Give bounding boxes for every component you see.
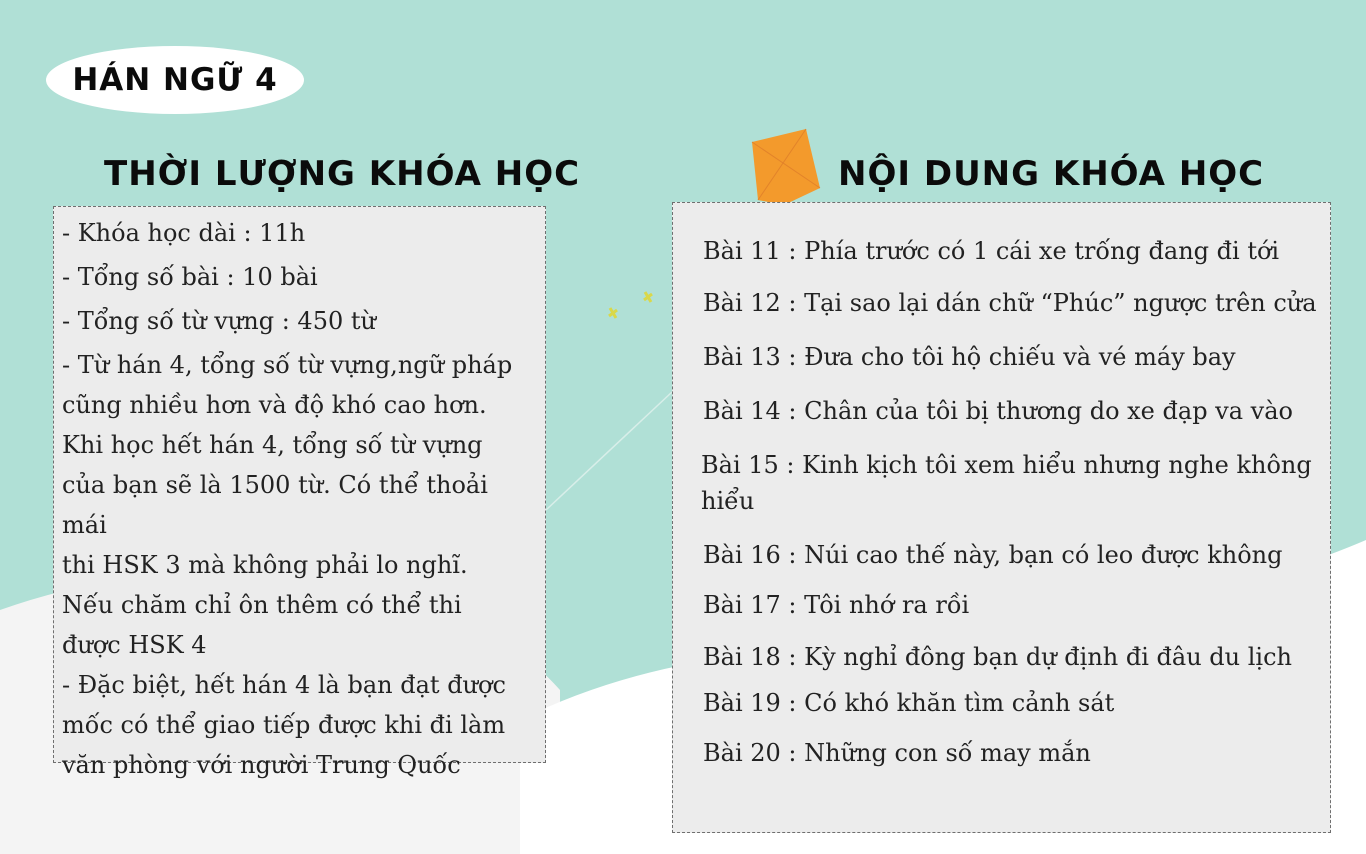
course-title-badge [46, 46, 304, 114]
duration-line: của bạn sẽ là 1500 từ. Có thể thoải mái [62, 471, 488, 539]
lessons-panel [672, 202, 1331, 833]
duration-line: Nếu chăm chỉ ôn thêm có thể thi [62, 591, 462, 619]
lesson-item: Bài 18 : Kỳ nghỉ đông bạn dự định đi đâu du lịch [703, 643, 1293, 671]
duration-line: - Đặc biệt, hết hán 4 là bạn đạt được [62, 671, 506, 699]
lesson-item: Bài 14 : Chân của tôi bị thương do xe đạp va vào [703, 397, 1293, 425]
duration-panel [53, 206, 546, 779]
lesson-item: Bài 15 : Kinh kịch tôi xem hiểu nhưng nghe không hiểu [701, 451, 1312, 515]
duration-line: Khi học hết hán 4, tổng số từ vựng [62, 431, 483, 459]
duration-line: - Khóa học dài : 11h [62, 219, 306, 247]
duration-line: cũng nhiều hơn và độ khó cao hơn. [62, 391, 487, 419]
lesson-item: Bài 16 : Núi cao thế này, bạn có leo được không [703, 541, 1283, 569]
duration-line: văn phòng với người Trung Quốc [62, 751, 461, 779]
lesson-item: Bài 13 : Đưa cho tôi hộ chiếu và vé máy bay [703, 343, 1236, 371]
duration-line: được HSK 4 [62, 631, 207, 659]
lesson-item: Bài 19 : Có khó khăn tìm cảnh sát [703, 689, 1115, 717]
lesson-item: Bài 12 : Tại sao lại dán chữ “Phúc” ngược trên cửa [703, 289, 1317, 317]
duration-heading: THỜI LƯỢNG KHÓA HỌC [104, 154, 581, 194]
kite-tail-bow-1 [609, 308, 617, 318]
duration-line: - Tổng số bài : 10 bài [62, 263, 318, 291]
kite-string [546, 392, 672, 510]
duration-line: mốc có thể giao tiếp được khi đi làm [62, 711, 506, 739]
duration-line: - Tổng số từ vựng : 450 từ [62, 307, 376, 335]
lesson-item: Bài 11 : Phía trước có 1 cái xe trống đang đi tới [703, 237, 1280, 265]
duration-line: thi HSK 3 mà không phải lo nghĩ. [62, 551, 468, 579]
lesson-item: Bài 17 : Tôi nhớ ra rồi [703, 591, 970, 619]
content-heading: NỘI DUNG KHÓA HỌC [838, 154, 1265, 194]
kite-tail-bow-2 [644, 292, 652, 302]
duration-line: - Từ hán 4, tổng số từ vựng,ngữ pháp [62, 351, 513, 379]
course-title: HÁN NGỮ 4 [72, 62, 278, 98]
lesson-item: Bài 20 : Những con số may mắn [703, 739, 1091, 767]
